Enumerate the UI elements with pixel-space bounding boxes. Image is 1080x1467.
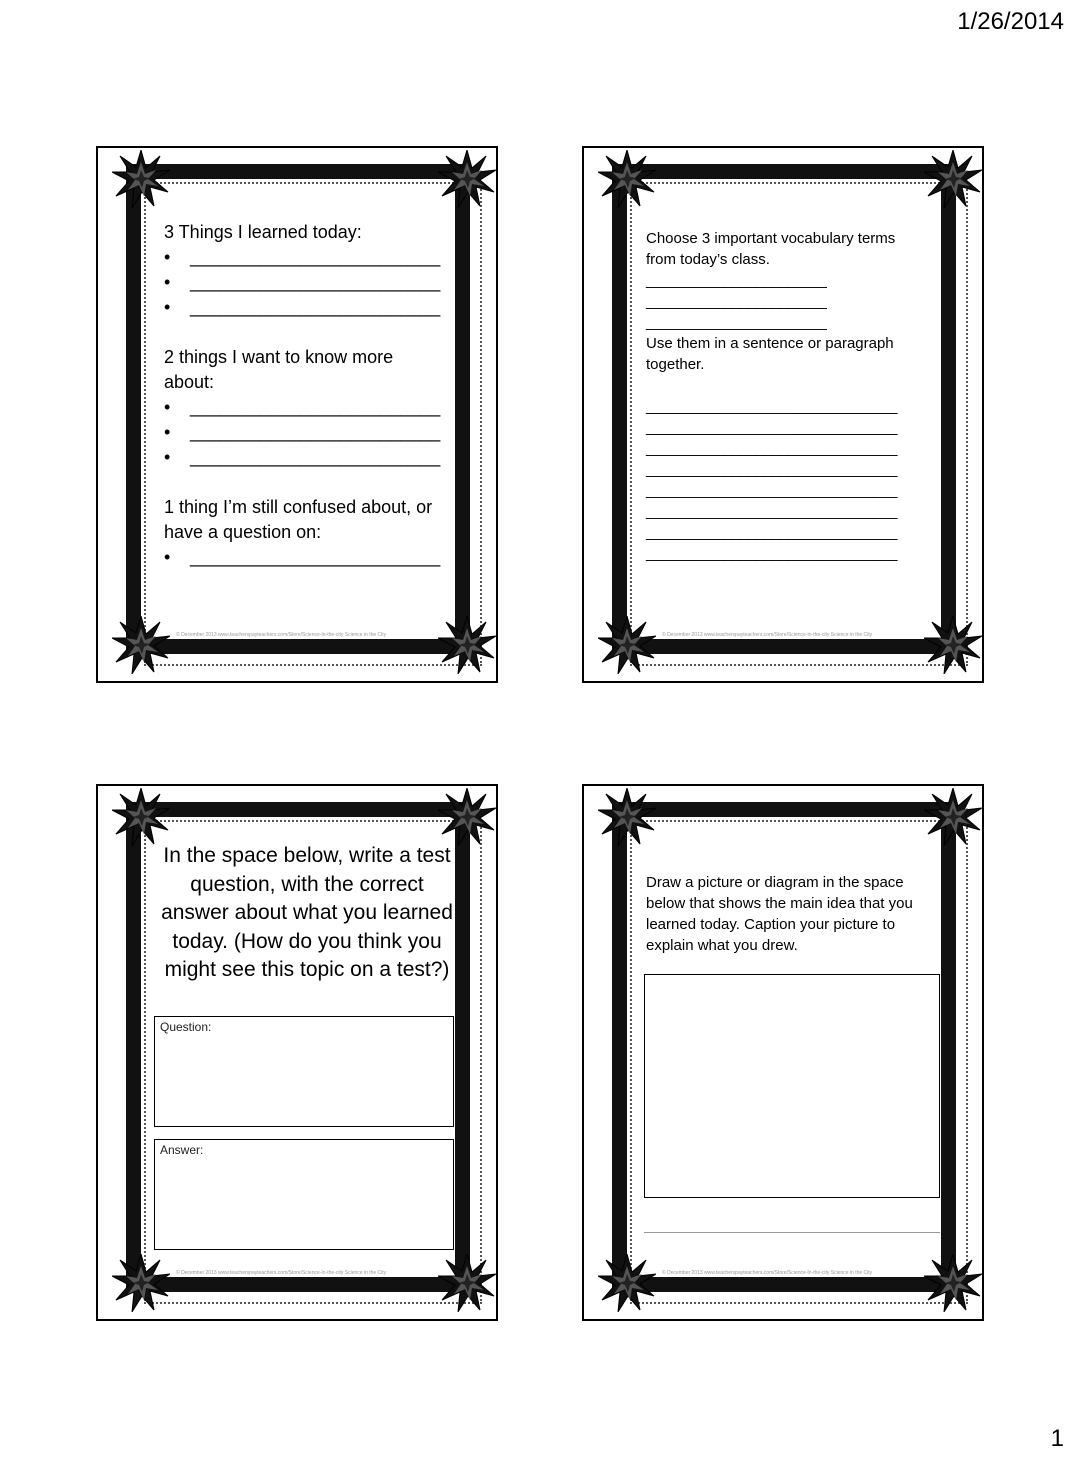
starburst-corner-icon xyxy=(438,1254,496,1312)
blank-line[interactable] xyxy=(164,245,441,270)
slide-test-question xyxy=(96,784,498,1321)
sentence-line[interactable]: ________________________________ xyxy=(646,398,897,415)
blank-underline: _________________________ xyxy=(190,447,441,467)
vocab-term-line[interactable]: _______________________ xyxy=(646,272,827,289)
caption-line[interactable] xyxy=(644,1232,940,1233)
blank-underline: _________________________ xyxy=(190,422,441,442)
starburst-corner-icon xyxy=(112,1254,170,1312)
starburst-corner-icon xyxy=(598,788,656,846)
vocab-instruction: Choose 3 important vocabulary terms from today’s class. xyxy=(646,230,896,268)
starburst-corner-icon xyxy=(438,616,496,674)
bullet: • xyxy=(164,297,171,317)
starburst-corner-icon xyxy=(112,150,170,208)
sentence-line[interactable]: ________________________________ xyxy=(646,482,897,499)
sentence-line[interactable]: ________________________________ xyxy=(646,524,897,541)
blank-underline: _________________________ xyxy=(190,297,441,317)
blank-underline: _________________________ xyxy=(190,547,441,567)
starburst-corner-icon xyxy=(112,616,170,674)
blank-line[interactable] xyxy=(164,295,441,320)
page-number: 1 xyxy=(1050,1425,1064,1452)
starburst-corner-icon xyxy=(924,616,982,674)
question-label: Question: xyxy=(160,1020,212,1034)
vocab-term-line[interactable]: _______________________ xyxy=(646,314,827,331)
starburst-corner-icon xyxy=(438,788,496,846)
starburst-corner-icon xyxy=(112,788,170,846)
drawing-box[interactable] xyxy=(644,974,940,1198)
sentence-line[interactable]: ________________________________ xyxy=(646,461,897,478)
blank-line[interactable] xyxy=(164,420,441,445)
copyright-credit: © December 2013 www.teacherspayteachers.com/Store/Science-In-the-city Science in the City xyxy=(662,632,873,638)
starburst-corner-icon xyxy=(924,1254,982,1312)
copyright-credit: © December 2013 www.teacherspayteachers.com/Store/Science-In-the-city Science in the City xyxy=(176,632,387,638)
starburst-corner-icon xyxy=(598,1254,656,1312)
blank-underline: _________________________ xyxy=(190,272,441,292)
bullet: • xyxy=(164,397,171,417)
blank-underline: _________________________ xyxy=(190,247,441,267)
bullet: • xyxy=(164,422,171,442)
starburst-corner-icon xyxy=(598,616,656,674)
sentence-line[interactable]: ________________________________ xyxy=(646,440,897,457)
copyright-credit: © December 2013 www.teacherspayteachers.com/Store/Science-In-the-city Science in the City xyxy=(662,1270,873,1276)
bullet: • xyxy=(164,447,171,467)
starburst-corner-icon xyxy=(598,150,656,208)
starburst-corner-icon xyxy=(924,150,982,208)
sentence-line[interactable]: ________________________________ xyxy=(646,503,897,520)
blank-line[interactable] xyxy=(164,445,441,470)
slide-learned-today xyxy=(96,146,498,683)
copyright-credit: © December 2013 www.teacherspayteachers.com/Store/Science-In-the-city Science in the City xyxy=(176,1270,387,1276)
starburst-corner-icon xyxy=(438,150,496,208)
sentence-instruction: Use them in a sentence or paragraph together. xyxy=(646,335,894,373)
blank-line[interactable] xyxy=(164,395,441,420)
heading-confused: 1 thing I’m still confused about, or have a question on: xyxy=(164,497,433,542)
blank-line[interactable] xyxy=(164,545,441,570)
bullet: • xyxy=(164,247,171,267)
blank-underline: _________________________ xyxy=(190,397,441,417)
drawing-prompt: Draw a picture or diagram in the space below that shows the main idea that you learned today. Caption your picture to explain what you drew. xyxy=(646,874,913,954)
learned-content xyxy=(164,220,441,570)
heading-learned: 3 Things I learned today: xyxy=(164,222,362,242)
question-box[interactable] xyxy=(154,1016,454,1127)
bullet: • xyxy=(164,272,171,292)
heading-know-more: 2 things I want to know more about: xyxy=(164,347,394,392)
answer-box[interactable] xyxy=(154,1139,454,1250)
page-date: 1/26/2014 xyxy=(957,8,1064,35)
starburst-corner-icon xyxy=(924,788,982,846)
slide-drawing xyxy=(582,784,984,1321)
vocab-content xyxy=(646,228,926,564)
sentence-line[interactable]: ________________________________ xyxy=(646,419,897,436)
vocab-term-line[interactable]: _______________________ xyxy=(646,293,827,310)
blank-line[interactable] xyxy=(164,270,441,295)
test-question-prompt: In the space below, write a test question, with the correct answer about what you learned today. (How do you think you might see this topic on a test?) xyxy=(161,844,453,982)
sentence-line[interactable]: ________________________________ xyxy=(646,545,897,562)
slide-vocabulary xyxy=(582,146,984,683)
bullet: • xyxy=(164,547,171,567)
answer-label: Answer: xyxy=(160,1143,204,1157)
